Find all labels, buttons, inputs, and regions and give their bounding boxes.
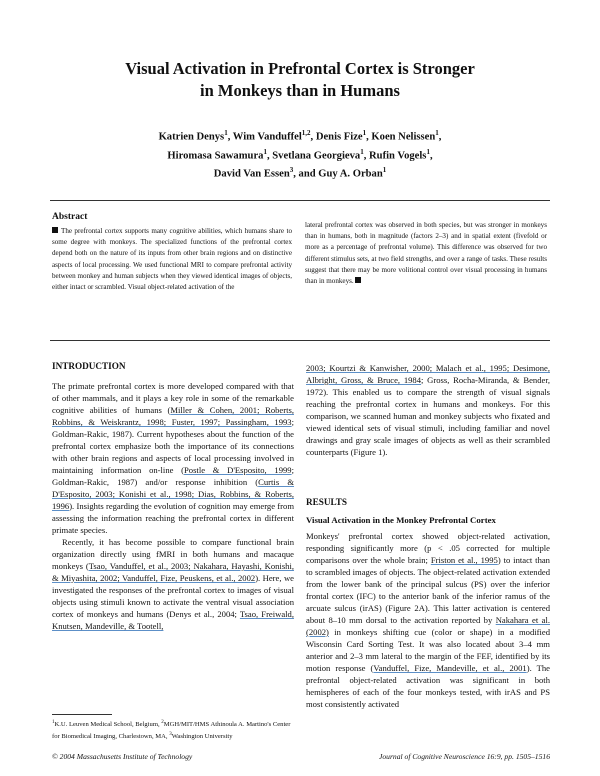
abstract-heading: Abstract [52, 212, 88, 222]
page-title [60, 58, 540, 102]
citation-link[interactable]: Tsao, Vanduffel, et al., 2003; Nakahara, Hayashi, Konishi, & Miyashita, 2002; Vanduffel, Fize, Peuskens, et al., 2002 [52, 561, 294, 583]
author-line-1 [70, 126, 530, 145]
citation-link[interactable]: Vanduffel, Fize, Mandeville, et al., 2001 [373, 663, 527, 673]
affiliation-sup: 1 [360, 147, 364, 156]
text-run: ). The prefrontal object-related activation was significant in both hemispheres of each of the four monkeys tested, with irAS and PS most consistently activated [306, 663, 550, 709]
citation-link[interactable]: Miller & Cohen, 2001; Roberts, Robbins, & Weiskrantz, 1998; Fuster, 1997; Passingham, 1993 [52, 405, 294, 427]
citation-link[interactable]: Curtis & D'Esposito, 2003; Konishi et al., 1998; Dias, Robbins, & Roberts, 1996 [52, 477, 295, 511]
citation-link[interactable]: Tsao, Freiwald, Knutsen, Mandeville, & Tootell, [52, 609, 294, 631]
author-name: Guy A. Orban [318, 168, 383, 180]
text-run: ; Gross, Rocha-Miranda, & Bender, 1972). This enabled us to compare the strength of visual signals reaching the prefrontal cortex in humans and monkeys. For this comparison, we scanned human and monkey subjects who fixated and viewed identical sets of visual stimuli, including familiar and novel drawings and gray scale images of objects as well as their scrambled counterparts (Figure 1). [306, 375, 550, 457]
text-run: ) to intact than to scrambled images of objects. The object-related activation extended from the lower bank of the principal sulcus (PS) over the inferior frontal cortex (IFC) to the anterior bank of the inferior ramus of the arcuate sulcus (irAS) (Figure 2A). This latter activation is centered about 8–10 mm dorsal to the activation reported by [306, 555, 550, 625]
abstract-end-square-icon [355, 277, 361, 283]
results-column [306, 496, 550, 710]
affiliation-sup: 1 [362, 129, 367, 137]
author-list [70, 126, 530, 182]
intro-paragraph-1 [52, 380, 294, 536]
copyright-footer: © 2004 Massachusetts Institute of Technology [52, 752, 193, 761]
footnote-rule [52, 714, 112, 715]
author-line-2 [70, 145, 530, 164]
affiliation-sup: 1 [263, 147, 267, 156]
author-sep: , [363, 150, 370, 162]
text-run: ). Insights regarding the evolution of cognition may emerge from assessing the information reaching the prefrontal cortex in different primate species. [52, 501, 294, 535]
results-paragraph-1 [306, 530, 550, 710]
author-name: Rufin Vogels [369, 150, 427, 162]
text-run: ; Goldman-Rakic, 1987). Current hypotheses about the function of the prefrontal cortex emphasize both the importance of its connections with other brain regions and aspects of local processing involved in maintaining information on-line ( [52, 417, 294, 475]
affiliation-text: MGH/MIT/HMS Athinoula A. Martino's Center for Biomedical Imaging, Charlestown, MA, [52, 721, 291, 740]
intro-column-right [306, 362, 550, 458]
text-run: Recently, it has become possible to compare functional brain organization directly using fMRI in both humans and macaque monkeys ( [52, 537, 294, 571]
intro-column-left [52, 360, 294, 632]
author-name: Hiromasa Sawamura [167, 150, 264, 162]
intro-paragraph-2 [52, 536, 294, 632]
author-name: Koen Nelissen [371, 131, 436, 143]
abstract-top-rule [50, 200, 550, 201]
affiliation-sup: 1 [224, 129, 228, 137]
affiliation-text: K.U. Leuven Medical School, Belgium, [54, 721, 162, 729]
abstract-bottom-rule [50, 340, 550, 341]
results-heading: RESULTS [306, 497, 348, 507]
text-run: ; Goldman-Rakic, 1987) and/or response inhibition ( [52, 465, 294, 487]
citation-link[interactable]: Nakahara et al. (2002) [306, 615, 550, 637]
affiliation-sup: 1 [426, 147, 430, 156]
affiliation-sup: 1 [382, 166, 387, 175]
affiliation-sup: 3 [169, 731, 172, 737]
affiliation-footnote [52, 718, 296, 741]
author-sep: , [366, 131, 372, 143]
citation-link[interactable]: Friston et al., 1995 [430, 555, 498, 565]
intro-paragraph-2-continued [306, 362, 550, 458]
journal-citation-footer: Journal of Cognitive Neuroscience 16:9, pp. 1505–1516 [379, 752, 550, 761]
affiliation-sup: 1 [435, 129, 439, 137]
text-run: The primate prefrontal cortex is more developed compared with that of other mammals, and it plays a key role in some of the remarkable cognitive abilities of humans ( [52, 381, 294, 415]
abstract-start-square-icon [52, 227, 58, 233]
affiliation-sup: 2 [161, 720, 164, 725]
affiliation-sup: 1,2 [301, 129, 311, 137]
author-sep: , [429, 150, 433, 162]
citation-link[interactable]: Postle & D'Esposito, 1999 [184, 465, 292, 475]
abstract-text-left: The prefrontal cortex supports many cognitive abilities, which humans share to some degree with monkeys. The specialized functions of the prefrontal cortex depend both on the nature of its inputs from other brain regions and on distinctive aspects of local processing. We used functional MRI to compare prefrontal activity between monkey and human subjects when they viewed identical images of objects, either intact or scrambled. Visual object-related activation of the [52, 227, 292, 292]
author-sep: , [310, 131, 316, 143]
author-name: Katrien Denys [158, 131, 225, 143]
author-name: Wim Vanduffel [232, 131, 302, 143]
author-line-3 [70, 163, 530, 182]
affiliation-sup: 3 [289, 166, 294, 175]
abstract-right-column [305, 220, 547, 287]
author-sep: , [266, 150, 273, 162]
results-subheading: Visual Activation in the Monkey Prefrontal Cortex [306, 515, 496, 525]
title-line-1: Visual Activation in Prefrontal Cortex is Stronger [125, 59, 475, 78]
author-sep: , and [293, 168, 319, 180]
intro-heading: INTRODUCTION [52, 361, 126, 371]
citation-link[interactable]: 2003; Kourtzi & Kanwisher, 2000; Malach et al., 1995; Desimone, Albright, Gross, & Bruce, 1984 [306, 363, 550, 385]
author-sep: , [227, 131, 233, 143]
author-sep: , [438, 131, 442, 143]
affiliation-sup: 1 [52, 720, 55, 725]
text-run: ). Here, we investigated the responses of the prefrontal cortex to images of visual objects using stimuli known to activate the ventral visual association cortex of monkeys and humans (Denys et al., 2004; [52, 573, 294, 619]
author-name: David Van Essen [213, 168, 290, 180]
abstract-text-right: lateral prefrontal cortex was observed in both species, but was stronger in monkeys than in humans, both in magnitude (factors 2–3) and in spatial extent (fivefold or more as a percentage of prefrontal volume). This difference was observed for two different stimulus sets, at two field strengths, and over a range of tasks. These results suggest that there may be more volitional control over visual processing in humans than in monkeys. [305, 221, 547, 286]
text-run: Monkeys' prefrontal cortex showed object-related activation, responding significantly more (p < .05 corrected for multiple comparisons over the whole brain; [306, 531, 550, 565]
affiliation-text: Washington University [171, 732, 233, 740]
author-name: Denis Fize [315, 131, 363, 143]
title-line-2: in Monkeys than in Humans [200, 81, 400, 100]
abstract-left-column [52, 226, 292, 293]
author-name: Svetlana Georgieva [272, 150, 361, 162]
text-run: in monkeys shifting cue (color or shape) in a modified Wisconsin Card Sorting Test. It was also located about 3–4 mm anterior and 2–3 mm lateral to the margin of the FEF, identified by its motion response ( [306, 627, 550, 673]
